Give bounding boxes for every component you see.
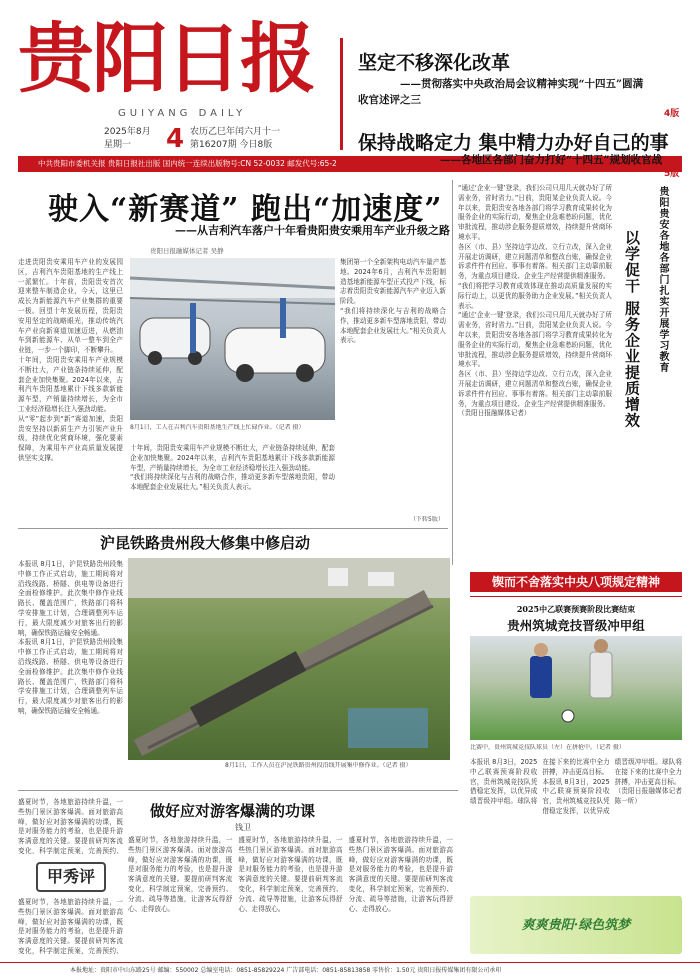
right-column-vertical-subtitle[interactable]: 以学促干 服务企业提质增效 bbox=[623, 230, 641, 429]
promo-text: 爽爽贵阳·绿色筑梦 bbox=[521, 918, 631, 933]
railway-title[interactable]: 沪昆铁路贵州段大修集中修启动 bbox=[100, 534, 311, 552]
commentary-label: 甲秀评 bbox=[36, 862, 106, 892]
newspaper-logo-en: GUIYANG DAILY bbox=[118, 108, 247, 119]
headline-rule bbox=[340, 38, 343, 150]
lead-story-body-col3: 集团第一个全新架构电动汽车量产基地。2024年6月，吉利汽车贵阳制造基地新能源车型正式投产下线，标志着贵阳贵安新能源汽车产业迈入新阶段。 “我们将持续深化与吉利的战略合作，推动更多新车型落地贵阳，带动本地配套企业发展壮大。”相关负责人表示。 bbox=[340, 258, 446, 345]
factory-photo-art bbox=[130, 258, 335, 420]
football-photo bbox=[470, 636, 682, 740]
railway-photo bbox=[128, 558, 450, 760]
date-block bbox=[104, 126, 151, 152]
railway-photo-caption: 8月1日，工作人员在沪昆铁路贵州段沿线开展集中修作业。（记者 摄） bbox=[225, 762, 412, 769]
right-column-vertical-title[interactable]: 贵阳贵安各地各部门扎实开展学习教育 bbox=[657, 186, 668, 373]
headline-1-subtitle-2: 收官述评之三 bbox=[358, 94, 421, 106]
masthead-info-bar: 中共贵阳市委机关报 贵阳日报社出版 国内统一连续出版物号:CN 52-0032 邮发代号:65-2 bbox=[18, 156, 682, 172]
lead-story-jump[interactable]: （下转5版） bbox=[410, 516, 444, 523]
headline-1-page-ref[interactable]: 4版 bbox=[664, 109, 680, 119]
railway-photo-art bbox=[128, 558, 450, 760]
lead-story-body-col2: 十年间，贵阳贵安乘用车产业规模不断壮大，产业链条持续延伸，配套企业加快集聚。2024年以来，吉利汽车贵阳基地累计下线多款新能源车型，产销量持续增长，为全市工业经济稳增长注入强劲动能。 “我们将持续深化与吉利的战略合作，推动更多新车型落地贵阳，带动本地配套企业发展壮大。”相关负责人表示。 bbox=[130, 444, 335, 492]
lead-story-title[interactable]: 驶入“新赛道” 跑出“加速度” bbox=[48, 192, 443, 227]
football-photo-art bbox=[470, 636, 682, 740]
issue-weekday: 星期一 bbox=[104, 140, 132, 150]
football-photo-caption: 比赛中，贵州筑城竞技队球员（左）在拼抢中。（记者 摄） bbox=[470, 744, 625, 751]
newspaper-logo: 贵阳日报 bbox=[18, 14, 314, 103]
lead-story-byline: 贵阳日报融媒体记者 吴静 bbox=[150, 247, 224, 255]
footer-info: 本报地址：贵阳市中山东路25号 邮编：550002 总编室电话：0851-85829224 广告部电话：0851-85813858 零售价：1.50元 贵阳日报传媒集团有限公司承印 bbox=[0, 962, 700, 977]
lunar-date: 农历乙巳年闰六月十一 bbox=[190, 127, 281, 137]
promo-banner[interactable] bbox=[470, 896, 682, 954]
headline-1-subtitle: ——贯彻落实中央政治局会议精神实现“十四五”圆满 bbox=[400, 78, 644, 90]
red-banner[interactable]: 锲而不舍落实中央八项规定精神 bbox=[470, 572, 682, 592]
headline-1-title[interactable]: 坚定不移深化改革 bbox=[358, 52, 511, 74]
headline-2-title[interactable]: 保持战略定力 集中精力办好自己的事 bbox=[358, 132, 669, 154]
lead-story-body-col1: 走进贵阳贵安乘用车产业的发展园区，吉利汽车贵阳基地的生产线上一派繁忙。十年前，贵阳贵安首次迎来整车制造企业，今天，这里已成长为新能源汽车产业集群的重要一极。回望十年发展历程，贵阳贵安用坚定的战略眼光，推动传统汽车产业向新赛道加速迈进，从燃油车到新能源车、从单一整车到全产业链，一步一个脚印，不断攀升。 十年间，贵阳贵安乘用车产业规模不断壮大，产业链条持续延伸，配套企业加快集聚。2024年以来，吉利汽车贵阳基地累计下线多款新能源车型，产销量持续增长，为全市工业经济稳增长注入强劲动能。 从“零”起步到“新”赛道加速，贵阳贵安坚持以新质生产力引领产业升级，持续优化营商环境，强化要素保障，为乘用车产业高质量发展提供坚实支撑。 bbox=[18, 258, 123, 462]
commentary-intro-2: 盛夏时节，各地旅游持续升温，一些热门景区游客爆满。面对旅游高峰，做好应对游客爆满的功课，既是对服务能力的考验，也是提升游客满意度的关键。要提前研判客流变化，科学制定预案，完善预约、 bbox=[18, 898, 123, 955]
page-number: 4 bbox=[166, 124, 185, 154]
football-kicker: 2025中乙联赛预赛阶段比赛结束 bbox=[516, 604, 636, 614]
section-divider bbox=[18, 528, 448, 529]
commentary-title[interactable]: 做好应对游客爆满的功课 bbox=[150, 802, 316, 820]
lead-story-photo bbox=[130, 258, 335, 420]
column-divider bbox=[452, 180, 453, 565]
issue-date: 2025年8月 bbox=[104, 127, 151, 137]
railway-body: 本报讯 8月1日，沪昆铁路贵州段集中修工作正式启动，施工期间将对沿线线路、桥隧、供电等设备进行全面检修维护。此次集中修作业线路长、覆盖范围广，铁路部门将科学安排施工计划，合理调整列车运行，最大限度减少对旅客出行的影响，确保铁路运输安全畅通。 本报讯 8月1日，沪昆铁路贵州段集中修工作正式启动，施工期间将对沿线线路、桥隧、供电等设备进行全面检修维护。此次集中修作业线路长、覆盖范围广，铁路部门将科学安排施工计划，合理调整列车运行，最大限度减少对旅客出行的影响，确保铁路运输安全畅通。 bbox=[18, 560, 123, 715]
headline-2-subtitle: ——各地区各部门奋力打好“十四五”规划收官战 bbox=[440, 154, 663, 166]
football-rule bbox=[470, 596, 682, 597]
lead-story-subtitle: ——从吉利汽车落户十年看贵阳贵安乘用车产业升级之路 bbox=[175, 224, 450, 237]
commentary-divider bbox=[18, 790, 458, 791]
right-column-body: “通过‘企业一键’登录，我们公司只用几天就办好了所需业务，省时省力。”日前，贵阳某企业负责人说。今年以来，贵阳贵安各地各部门将学习教育成果转化为服务企业的实际行动，聚焦企业急难愁盼问题，优化审批流程，推动涉企服务提质增效，持续提升营商环境水平。 各区（市、县）坚持边学边改、立行立改，深入企业开展走访调研，建立问题清单和整改台账，确保企业诉求件件有回应、事事有着落。相关部门主动靠前服务，为重点项目建设、企业生产经营提供精准服务。 “我们将把学习教育成效体现在推动高质量发展的实际行动上，以更优的服务助力企业发展。”相关负责人表示。 “通过‘企业一键’登录，我们公司只用几天就办好了所需业务，省时省力。”日前，贵阳某企业负责人说。今年以来，贵阳贵安各地各部门将学习教育成果转化为服务企业的实际行动，聚焦企业急难愁盼问题，优化审批流程，推动涉企服务提质增效，持续提升营商环境水平。 各区（市、县）坚持边学边改、立行立改，深入企业开展走访调研，建立问题清单和整改台账，确保企业诉求件件有回应、事事有着落。相关部门主动靠前服务，为重点项目建设、企业生产经营提供精准服务。 （贵阳日报融媒体记者） bbox=[458, 184, 612, 418]
commentary-body: 盛夏时节，各地旅游持续升温，一些热门景区游客爆满。面对旅游高峰，做好应对游客爆满的功课，既是对服务能力的考验，也是提升游客满意度的关键。要提前研判客流变化，科学制定预案，完善预约、分流、疏导等措施，让游客玩得舒心、走得放心。 盛夏时节，各地旅游持续升温，一些热门景区游客爆满。面对旅游高峰，做好应对游客爆满的功课，既是对服务能力的考验，也是提升游客满意度的关键。要提前研判客流变化，科学制定预案，完善预约、分流、疏导等措施，让游客玩得舒心、走得放心。 盛夏时节，各地旅游持续升温，一些热门景区游客爆满。面对旅游高峰，做好应对游客爆满的功课，既是对服务能力的考验，也是提升游客满意度的关键。要提前研判客流变化，科学制定预案，完善预约、分流、疏导等措施，让游客玩得舒心、走得放心。 bbox=[128, 836, 453, 913]
commentary-intro: 盛夏时节，各地旅游持续升温，一些热门景区游客爆满。面对旅游高峰，做好应对游客爆满的功课，既是对服务能力的考验，也是提升游客满意度的关键。要提前研判客流变化，科学制定预案，完善预约、 bbox=[18, 798, 123, 854]
issue-info bbox=[190, 126, 280, 152]
headline-2-page-ref[interactable]: 5版 bbox=[664, 169, 680, 179]
issue-number: 第16207期 今日8版 bbox=[190, 140, 273, 150]
football-title[interactable]: 贵州筑城竞技晋级冲甲组 bbox=[507, 618, 645, 633]
lead-story-photo-caption: 8月1日，工人在吉利汽车贵阳基地生产线上忙碌作业。（记者 摄） bbox=[130, 424, 305, 431]
commentary-author: 钱卫 bbox=[235, 823, 251, 832]
football-body: 本报讯 8月3日，2025中乙联赛预赛阶段收官，贵州筑城竞技队凭借稳定发挥，以优异成绩晋级冲甲组。球队将在接下来的比赛中全力拼搏，冲击更高目标。 本报讯 8月3日，2025中乙联赛预赛阶段收官，贵州筑城竞技队凭借稳定发挥，以优异成绩晋级冲甲组。球队将在接下来的比赛中全力拼搏，冲击更高目标。 （贵阳日报融媒体记者 陈一昕） bbox=[470, 758, 682, 815]
